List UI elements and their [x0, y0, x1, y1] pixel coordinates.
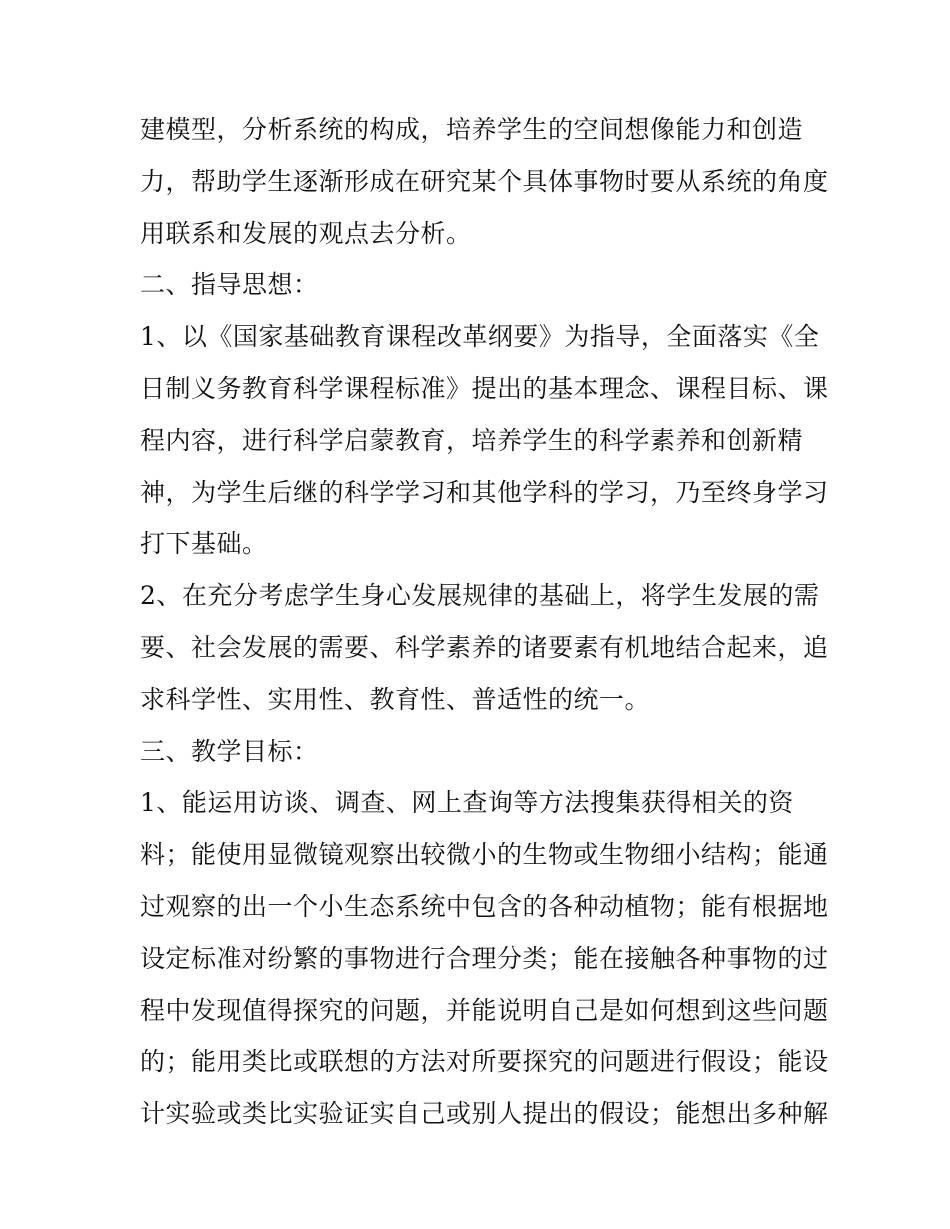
text-line: 1、以《国家基础教育课程改革纲要》为指导，全面落实《全 [140, 322, 820, 352]
text-line: 建模型，分析系统的构成，培养学生的空间想像能力和创造 [140, 115, 804, 144]
text-line: 神，为学生后继的科学学习和其他学科的学习，乃至终身学习 [140, 477, 829, 507]
text-line: 料；能使用显微镜观察出较微小的生物或生物细小结构；能通 [140, 840, 829, 870]
text-line: 设定标准对纷繁的事物进行合理分类；能在接触各种事物的过 [140, 943, 829, 973]
text-line: 过观察的出一个小生态系统中包含的各种动植物；能有根据地 [140, 891, 829, 921]
text-line: 1、能运用访谈、调查、网上查询等方法搜集获得相关的资 [140, 788, 794, 818]
text-line: 求科学性、实用性、教育性、普适性的统一。 [140, 684, 651, 714]
text-line: 日制义务教育科学课程标准》提出的基本理念、课程目标、课 [140, 373, 829, 403]
text-line: 用联系和发展的观点去分析。 [140, 218, 472, 248]
section-heading: 三、教学目标： [140, 736, 319, 766]
text-line: 要、社会发展的需要、科学素养的诸要素有机地结合起来，追 [140, 632, 829, 662]
section-heading: 二、指导思想： [140, 270, 319, 300]
document-body [140, 104, 830, 1140]
text-line: 2、在充分考虑学生身心发展规律的基础上，将学生发展的需 [140, 581, 820, 611]
text-line: 的；能用类比或联想的方法对所要探究的问题进行假设；能设 [140, 1047, 829, 1077]
text-line: 力，帮助学生逐渐形成在研究某个具体事物时要从系统的角度 [140, 166, 829, 196]
text-line: 计实验或类比实验证实自己或别人提出的假设；能想出多种解 [140, 1099, 829, 1129]
text-line: 程中发现值得探究的问题，并能说明自己是如何想到这些问题 [140, 995, 829, 1025]
text-line: 程内容，进行科学启蒙教育，培养学生的科学素养和创新精 [140, 425, 804, 455]
text-line: 打下基础。 [140, 529, 268, 559]
